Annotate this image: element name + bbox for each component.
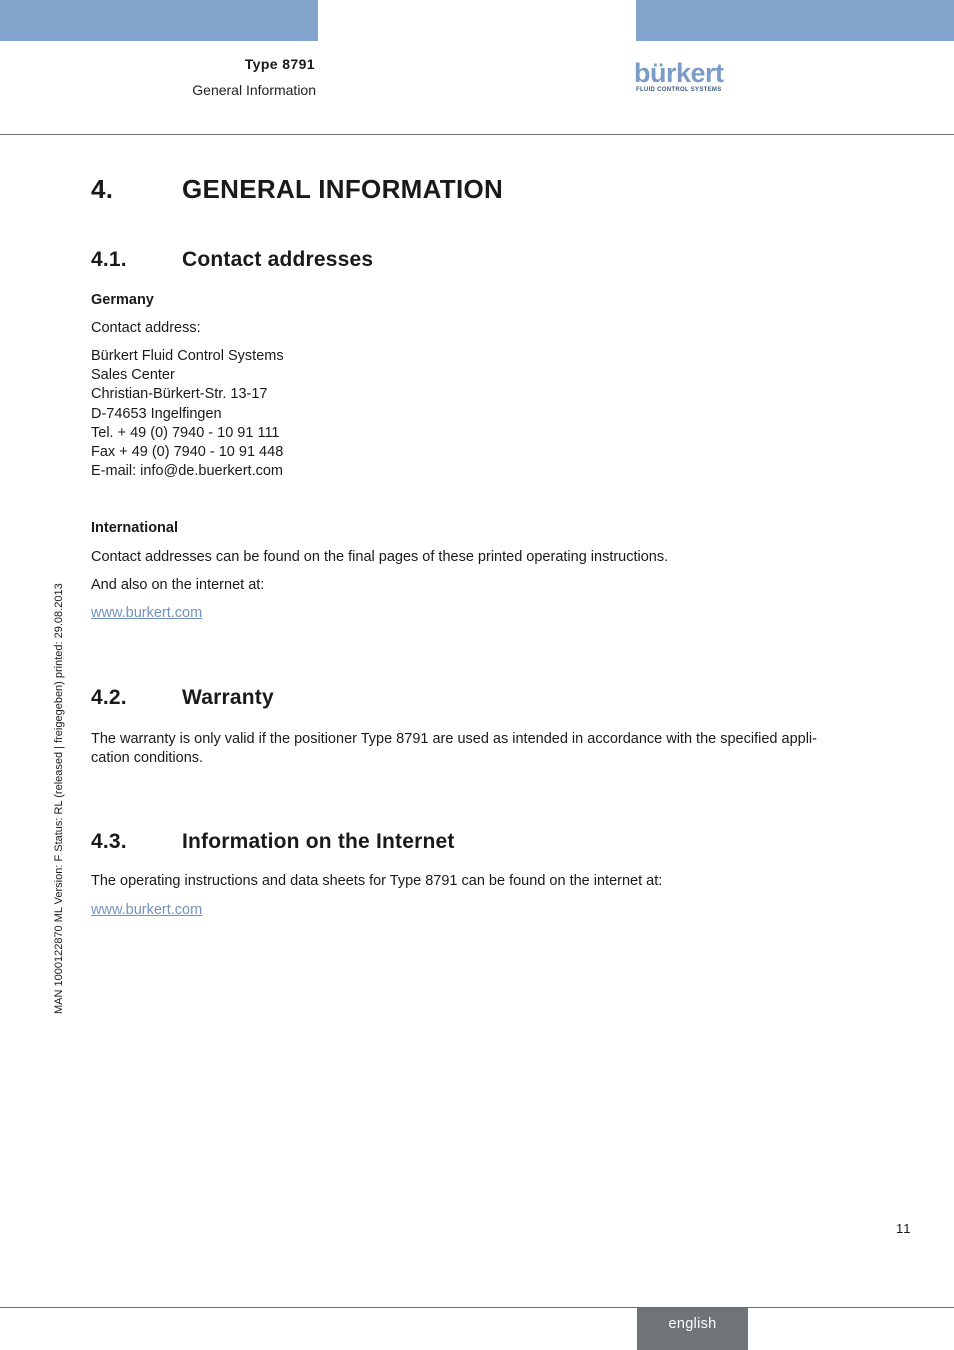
- burkert-logo: [634, 58, 734, 96]
- warranty-line: The warranty is only valid if the positioner Type 8791 are used as intended in accordance with the specified appli-: [91, 731, 817, 747]
- header-bar-right: [636, 0, 954, 41]
- international-label: International: [91, 520, 179, 536]
- section-number: 4.3.: [91, 830, 127, 853]
- international-text: Contact addresses can be found on the final pages of these printed operating instructions.: [91, 549, 669, 565]
- warranty-text: [91, 730, 817, 768]
- logo-tagline: FLUID CONTROL SYSTEMS: [636, 87, 722, 93]
- address-line: Fax + 49 (0) 7940 - 10 91 448: [91, 444, 284, 461]
- language-tab: english: [637, 1308, 748, 1350]
- section-heading-internet: [91, 830, 455, 854]
- section-number: 4.1.: [91, 248, 127, 271]
- section-number: 4.2.: [91, 686, 127, 709]
- footer-divider: [0, 1307, 954, 1308]
- internet-text: And also on the internet at:: [91, 577, 265, 593]
- warranty-line: cation conditions.: [91, 750, 204, 767]
- germany-label: Germany: [91, 292, 154, 308]
- website-link[interactable]: www.burkert.com: [91, 605, 203, 621]
- contact-address-label: Contact address:: [91, 320, 201, 336]
- header-subtitle: General Information: [192, 82, 316, 98]
- chapter-heading: [91, 174, 503, 205]
- section-title: Warranty: [182, 686, 274, 709]
- header-bar-left: [0, 0, 318, 41]
- section-title: Information on the Internet: [182, 830, 455, 853]
- address-line: Christian-Bürkert-Str. 13-17: [91, 386, 268, 403]
- address-line: Tel. + 49 (0) 7940 - 10 91 111: [91, 424, 280, 441]
- address-block: [91, 347, 284, 481]
- header-type-label: Type 8791: [244, 56, 315, 72]
- website-link[interactable]: www.burkert.com: [91, 902, 203, 918]
- address-line: Bürkert Fluid Control Systems: [91, 348, 284, 364]
- chapter-title: GENERAL INFORMATION: [182, 174, 504, 204]
- page-number: 11: [896, 1221, 912, 1236]
- chapter-number: 4.: [91, 174, 114, 204]
- address-line: E-mail: info@de.buerkert.com: [91, 463, 284, 480]
- address-line: D-74653 Ingelfingen: [91, 405, 222, 422]
- internet-info-text: The operating instructions and data sheets for Type 8791 can be found on the internet at:: [91, 873, 663, 889]
- header-divider: [0, 134, 954, 135]
- document-status-line: MAN 1000122870 ML Version: F Status: RL (released | freigegeben) printed: 29.08.2013: [53, 583, 65, 1014]
- section-heading-warranty: [91, 686, 274, 710]
- section-title: Contact addresses: [182, 248, 374, 271]
- logo-wordmark: bürkert: [634, 58, 724, 88]
- section-heading-contact: [91, 248, 373, 272]
- address-line: Sales Center: [91, 367, 175, 384]
